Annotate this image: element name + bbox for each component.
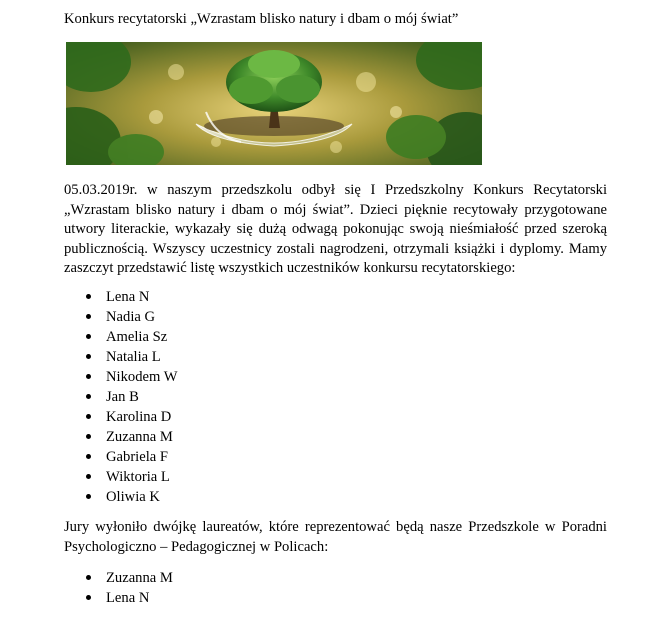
bullet-icon — [86, 595, 91, 600]
list-item — [64, 568, 173, 588]
participant-name: Zuzanna M — [106, 429, 173, 445]
participants-list — [64, 287, 177, 507]
list-item — [64, 327, 177, 347]
laureate-name: Zuzanna M — [106, 570, 173, 586]
bullet-icon — [86, 374, 91, 379]
bullet-icon — [86, 334, 91, 339]
participant-name: Karolina D — [106, 409, 172, 425]
bullet-icon — [86, 454, 91, 459]
bullet-icon — [86, 434, 91, 439]
bullet-icon — [86, 494, 91, 499]
laureates-list — [64, 568, 173, 608]
list-item — [64, 447, 177, 467]
document-title: Konkurs recytatorski „Wzrastam blisko natury i dbam o mój świat” — [64, 11, 459, 27]
list-item — [64, 307, 177, 327]
list-item — [64, 367, 177, 387]
bullet-icon — [86, 414, 91, 419]
list-item — [64, 387, 177, 407]
jury-paragraph: Jury wyłoniło dwójkę laureatów, które reprezentować będą nasze Przedszkole w Poradni Psychologiczno – Pedagogicznej w Policach: — [64, 519, 607, 555]
bullet-icon — [86, 575, 91, 580]
list-item — [64, 287, 177, 307]
list-item — [64, 427, 177, 447]
list-item — [64, 588, 173, 608]
participant-name: Amelia Sz — [106, 329, 168, 345]
participant-name: Nadia G — [106, 309, 156, 325]
list-item — [64, 467, 177, 487]
bullet-icon — [86, 394, 91, 399]
participant-name: Wiktoria L — [106, 469, 170, 485]
intro-paragraph: 05.03.2019r. w naszym przedszkolu odbył się I Przedszkolny Konkurs Recytatorski „Wzrastam blisko natury i dbam o mój świat”. Dzieci pięknie recytowały przygotowane utwory literackie, wykazały się dużą odwagą pokonując swoją nieśmiałość przed szeroką publicznością. Wszyscy uczestnicy zostali nagrodzeni, otrzymali książki i dyplomy. Mamy zaszczyt przedstawić listę wszystkich uczestników konkursu recytatorskiego: — [64, 182, 607, 276]
participant-name: Natalia L — [106, 349, 161, 365]
participant-name: Jan B — [106, 389, 139, 405]
laureate-name: Lena N — [106, 590, 150, 606]
participant-name: Nikodem W — [106, 369, 178, 385]
tree-in-glass-sphere-image — [66, 42, 482, 165]
participant-name: Gabriela F — [106, 449, 169, 465]
list-item — [64, 487, 177, 507]
bullet-icon — [86, 294, 91, 299]
bullet-icon — [86, 354, 91, 359]
bullet-icon — [86, 314, 91, 319]
participant-name: Oliwia K — [106, 489, 160, 505]
list-item — [64, 407, 177, 427]
list-item — [64, 347, 177, 367]
participant-name: Lena N — [106, 289, 150, 305]
bullet-icon — [86, 474, 91, 479]
